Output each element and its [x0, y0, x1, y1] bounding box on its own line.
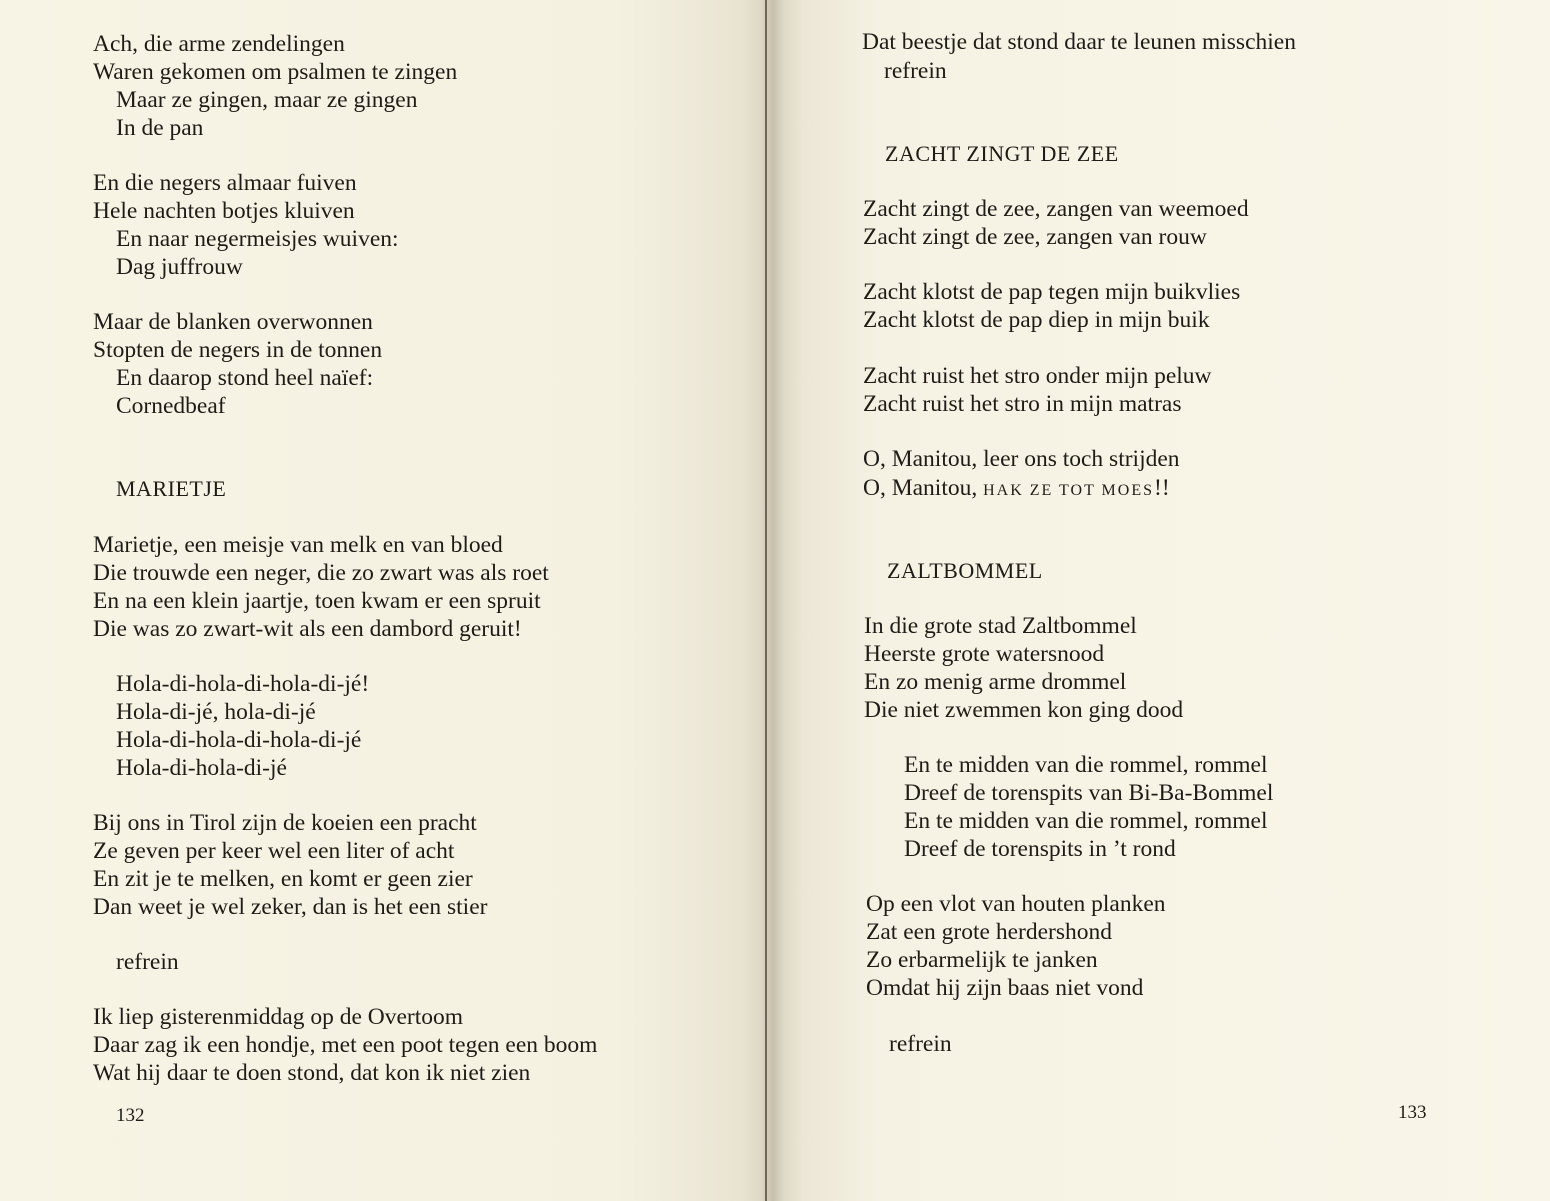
- poem-line: Zat een grote herdershond: [866, 919, 1112, 945]
- poem-line: En na een klein jaartje, toen kwam er een spruit: [93, 588, 541, 614]
- poem-line: Dag juffrouw: [116, 254, 243, 280]
- poem-line: Hele nachten botjes kluiven: [93, 198, 355, 224]
- poem-line: Zo erbarmelijk te janken: [866, 947, 1098, 973]
- poem-line: Stopten de negers in de tonnen: [93, 337, 383, 363]
- poem-line: Marietje, een meisje van melk en van bloed: [93, 532, 503, 558]
- chorus-line: En te midden van die rommel, rommel: [904, 808, 1268, 834]
- poem-line: Zacht zingt de zee, zangen van rouw: [863, 224, 1207, 250]
- line-start: O, Manitou,: [863, 475, 984, 501]
- song-title: ZACHT ZINGT DE ZEE: [885, 141, 1119, 166]
- poem-line: Ach, die arme zendelingen: [93, 31, 345, 57]
- poem-line: Die niet zwemmen kon ging dood: [864, 697, 1184, 723]
- poem-line: In de pan: [116, 115, 204, 141]
- chorus-line: Dreef de torenspits van Bi-Ba-Bommel: [904, 780, 1274, 806]
- page-number: 132: [116, 1105, 145, 1126]
- poem-line: Bij ons in Tirol zijn de koeien een pracht: [93, 810, 477, 836]
- poem-line: Zacht ruist het stro in mijn matras: [863, 391, 1182, 417]
- refrain-label: refrein: [116, 949, 179, 975]
- chorus-line: Dreef de torenspits in ’t rond: [904, 836, 1176, 862]
- refrain-label: refrein: [889, 1031, 952, 1057]
- chorus-line: Hola-di-hola-di-hola-di-jé: [116, 727, 362, 753]
- poem-line: Ze geven per keer wel een liter of acht: [93, 838, 455, 864]
- poem-line: En naar negermeisjes wuiven:: [116, 226, 399, 252]
- poem-line: Maar ze gingen, maar ze gingen: [116, 87, 418, 113]
- poem-line: Dan weet je wel zeker, dan is het een stier: [93, 894, 488, 920]
- poem-line: Die was zo zwart-wit als een dambord geruit!: [93, 616, 522, 642]
- poem-line: Waren gekomen om psalmen te zingen: [93, 59, 458, 85]
- poem-line: Heerste grote watersnood: [864, 641, 1105, 667]
- poem-line: En die negers almaar fuiven: [93, 170, 357, 196]
- poem-line: Op een vlot van houten planken: [866, 891, 1166, 917]
- poem-line: En zo menig arme drommel: [864, 669, 1127, 695]
- refrain-label: refrein: [884, 58, 947, 84]
- page-number: 133: [1398, 1102, 1427, 1123]
- song-title: ZALTBOMMEL: [887, 558, 1043, 583]
- poem-line: Daar zag ik een hondje, met een poot tegen een boom: [93, 1032, 598, 1058]
- poem-line: Cornedbeaf: [116, 393, 226, 419]
- chorus-line: Hola-di-hola-di-jé: [116, 755, 287, 781]
- poem-line: [863, 474, 1170, 505]
- chorus-line: Hola-di-jé, hola-di-jé: [116, 699, 316, 725]
- poem-line: Zacht zingt de zee, zangen van weemoed: [863, 196, 1249, 222]
- song-title: MARIETJE: [116, 476, 227, 501]
- poem-line: En daarop stond heel naïef:: [116, 365, 374, 391]
- left-page: [0, 0, 772, 1201]
- chorus-line: Hola-di-hola-di-hola-di-jé!: [116, 671, 370, 697]
- line-end: !!: [1154, 475, 1170, 501]
- poem-line: O, Manitou, leer ons toch strijden: [863, 446, 1180, 472]
- right-page: [772, 0, 1550, 1201]
- poem-line: Zacht ruist het stro onder mijn peluw: [863, 363, 1212, 389]
- poem-line: In die grote stad Zaltbommel: [864, 613, 1137, 639]
- poem-line: Dat beestje dat stond daar te leunen misschien: [862, 29, 1296, 55]
- poem-line: Zacht klotst de pap tegen mijn buikvlies: [863, 279, 1241, 305]
- poem-line: Die trouwde een neger, die zo zwart was als roet: [93, 560, 549, 586]
- poem-line: Zacht klotst de pap diep in mijn buik: [863, 307, 1210, 333]
- small-caps-text: HAK ZE TOT MOES: [983, 482, 1155, 499]
- book-spine-edge: [765, 0, 767, 1201]
- poem-line: Wat hij daar te doen stond, dat kon ik niet zien: [93, 1060, 531, 1086]
- poem-line: Ik liep gisterenmiddag op de Overtoom: [93, 1004, 464, 1030]
- chorus-line: En te midden van die rommel, rommel: [904, 752, 1268, 778]
- poem-line: En zit je te melken, en komt er geen zier: [93, 866, 473, 892]
- poem-line: Maar de blanken overwonnen: [93, 309, 373, 335]
- poem-line: Omdat hij zijn baas niet vond: [866, 975, 1144, 1001]
